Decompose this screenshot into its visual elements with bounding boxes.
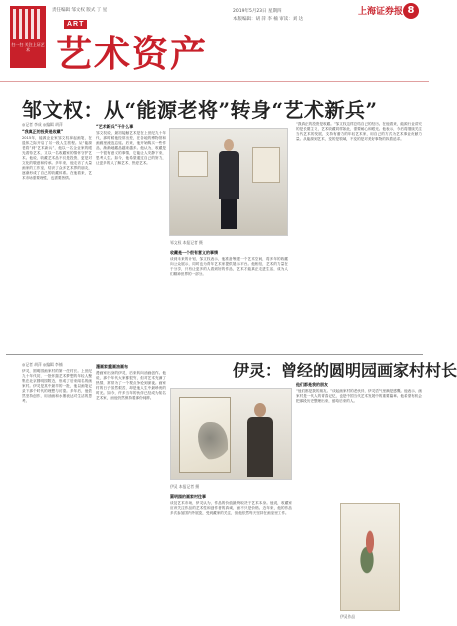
article2-headline: 伊灵：曾经的圆明园画家村村长 [233, 361, 457, 380]
article1-subhead-1: “我真正的投资是收藏” [22, 129, 64, 134]
article2-byline: ◎记者 胡萍 ◎编辑 李楠 [22, 362, 63, 367]
paper-name: 上海证券报 [358, 7, 404, 17]
article2-column-4 [296, 380, 422, 500]
article1-paragraph-2: 邹文权说，最初接触艺术是在上世纪九十年代，那时候他经常出差，在各地的博物馆和画廊里流连忘返。后来，他开始购买一些作品，渐渐地藏品越来越多。他认为，收藏是一个很有意义的事情，它能让人安静下来，思考人生。如今，他希望通过自己的努力，让更多的人了解艺术、热爱艺术。 [96, 131, 166, 165]
article1-paragraph-4: “我真正的投资是收藏。”邹文权这样总结自己的经历。在他看来，能源行业讲究的是长期主义，艺术收藏同样如此，需要耐心和眼光。他表示，今后将继续关注当代艺术的发展，支持有潜力的年轻艺术家，用自己的方式为艺术事业贡献力量。从能源到艺术，变的是领域，不变的是对美好事物的执着追求。 [296, 122, 422, 141]
portrait-figure [245, 403, 275, 477]
article1-headline: 邹文权：从“能源老将”转身“艺术新兵” [22, 98, 378, 122]
qr-code-icon[interactable] [13, 9, 43, 39]
article1-column-3 [170, 248, 288, 350]
artwork-frame [178, 151, 208, 177]
article2-artwork-caption: 伊灵作品 [340, 614, 356, 619]
article1-subhead-2: “艺术新兵”干什么事 [96, 124, 134, 129]
article2-subhead-3: 他们都是我的朋友 [296, 382, 328, 387]
article2-column-3 [170, 492, 292, 618]
article2-column-1 [22, 362, 92, 618]
painting [179, 397, 231, 473]
issue-date: 2019年5月23日 星期四 [233, 9, 282, 14]
article1-column-1 [22, 122, 92, 350]
article2-artwork-photo [340, 503, 400, 611]
article2-photo [170, 388, 292, 480]
article1-subhead-3: 收藏是一个很有意义的事情 [170, 250, 218, 255]
logo-caption: 扫一扫 关注上证艺术 [11, 42, 45, 52]
article1-paragraph-3: 谈到未来的计划，邹文权表示，他准备筹建一个艺术空间，将多年的收藏向公众展示，同时也为青年艺术家提供展示平台。他相信，艺术的力量在于分享，只有让更多的人看到好的作品，艺术才能真正走进生活，成为人们精神世界的一部分。 [170, 257, 288, 276]
issue-credits: 本版编辑：胡 萍 李 楠 审读：刘 达 [233, 17, 304, 22]
editor-credit: 责任编辑 邹文权 版式 丁 星 [52, 8, 108, 13]
portrait-figure [218, 139, 240, 231]
article1-photo [169, 128, 288, 236]
article2-paragraph-1: 伊灵，圆明园画家村的第一任村长。上世纪九十年代初，一批怀揣艺术梦想的年轻人聚集在北京圆明园附近，形成了后来闻名的画家村。伊灵是其中最早的一批，他以画笔记录下那个时代的理想与彷徨。多年后，他依然坚持创作，用油画和水墨表达对生活的思考。 [22, 369, 92, 403]
masthead [0, 0, 429, 82]
art-tag: ART [64, 20, 87, 29]
article2-subhead-2: 圆明园的画家村往事 [170, 494, 206, 499]
section-title: 艺术资产 [56, 33, 209, 75]
article2-photo-caption: 伊灵 本报记者 摄 [170, 484, 199, 489]
section-divider [6, 354, 423, 355]
article2-paragraph-4: “他们都是我的朋友。”谈起画家村的老伙伴，伊灵语气里满是感慨。他表示，画家村是一代人的青春记忆，也是中国当代艺术发展中的重要篇章。他希望有机会把那段历史整理出来，留给后来的人。 [296, 389, 422, 403]
article1-column-4 [296, 122, 422, 350]
flower-painting [355, 524, 385, 584]
article1-paragraph-1: 2015年，能源企业家邹文权拿起画笔，在退休之际开启了另一段人生旅程。从“能源老将”到“艺术新兵”，他以一名企业家的眼光看待艺术，又以一名收藏家的情怀守护艺术。他说，收藏艺术品不仅是投资，更是对文化的敬意和传承。多年来，他走访了大量画家的工作室，结识了众多艺术界的朋友，逐渐形成了自己的收藏体系。在他看来，艺术市场需要理性，也需要热情。 [22, 136, 92, 180]
article2-paragraph-2: 漫画家出身的伊灵，后来转向油画创作。他说，那个年代大家都很穷，但对艺术充满了热情，常常为了一个观点争论到深夜。画家村的日子虽然艰苦，却是他人生中最珍贵的时光。如今，许多当年的伙伴已经成为知名艺术家，而他仍然保持着那份纯粹。 [96, 371, 166, 400]
article1-byline: ◎记者 李成 ◎编辑 胡萍 [22, 122, 63, 127]
artwork-frame [252, 147, 280, 183]
article1-photo-caption: 邹文权 本报记者 摄 [170, 240, 203, 245]
article1-column-2 [96, 122, 166, 350]
page-number: 8 [403, 3, 419, 19]
article2-paragraph-3: 谈及艺术市场，伊灵认为，作品的价值最终取决于艺术本身。他说，收藏家应该关注作品的艺术性和创作者的真诚，而不只是价格。近年来，他的作品多次参加国内外展览，受到藏家的关注，但他依然每天坚持在画室里工作。 [170, 501, 292, 515]
article2-subhead-1: 漫画家重画油画布 [96, 364, 128, 369]
article2-column-2 [96, 362, 166, 618]
